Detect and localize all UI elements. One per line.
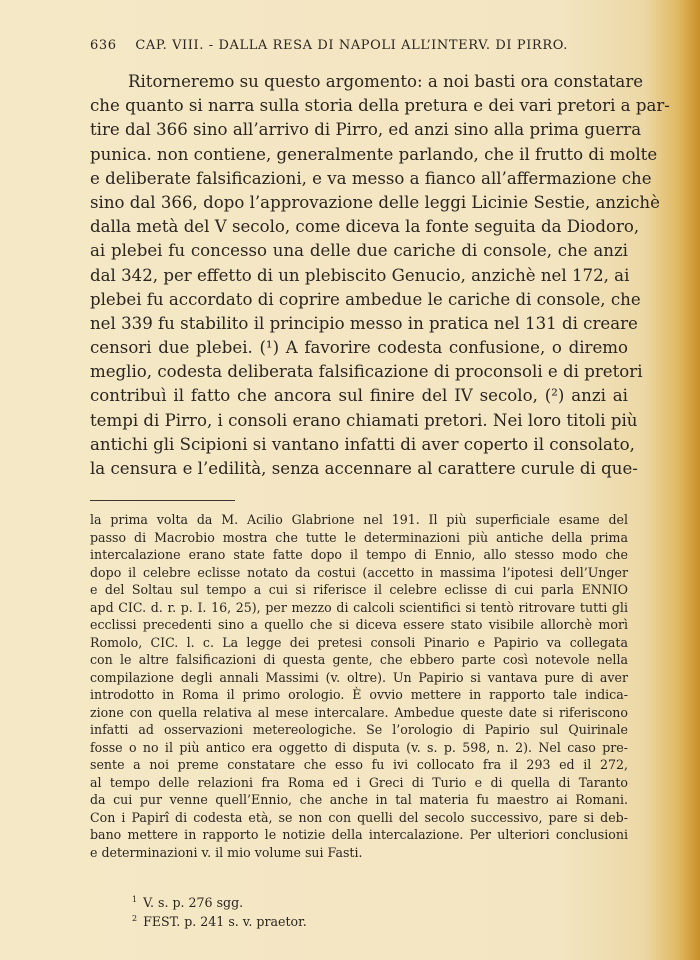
page-number: 636 bbox=[90, 38, 117, 53]
note-line: e del Soltau sul tempo a cui si riferisce il celebre eclisse di cui parla ENNIO bbox=[90, 582, 628, 597]
text-line: e deliberate falsificazioni, e va messo a fianco all’affermazione che bbox=[90, 168, 652, 188]
note-line: bano mettere in rapporto le notizie della intercalazione. Per ulteriori conclusioni bbox=[90, 827, 628, 842]
note-line: con le altre falsificazioni di questa gente, che ebbero parte così notevole nella bbox=[90, 652, 628, 667]
footnote-2-text: FEST. p. 241 s. v. praetor. bbox=[143, 914, 307, 929]
footnote-1 bbox=[132, 891, 243, 912]
note-line: al tempo delle relazioni fra Roma ed i Greci di Turio e di quella di Taranto bbox=[90, 774, 628, 790]
running-title: CAP. VIII. - DALLA RESA DI NAPOLI ALL’INTERV. DI PIRRO. bbox=[135, 38, 568, 53]
text-line: tire dal 366 sino all’arrivo di Pirro, ed anzi sino alla prima guerra bbox=[90, 120, 642, 140]
running-header bbox=[90, 38, 610, 53]
note-line: intercalazione erano state fatte dopo il tempo di Ennio, allo stesso modo che bbox=[90, 547, 628, 562]
text-line: sino dal 366, dopo l’approvazione delle leggi Licinie Sestie, anzichè bbox=[90, 192, 660, 212]
text-line: tempi di Pirro, i consoli erano chiamati pretori. Nei loro titoli più bbox=[90, 410, 638, 430]
text-line: censori due plebei. (¹) A favorire codesta confusione, o diremo bbox=[90, 338, 628, 358]
note-line: zione con quella relativa al mese intercalare. Ambedue queste date si riferiscono bbox=[90, 704, 628, 720]
note-line: fosse o no il più antico era oggetto di disputa (v. s. p. 598, n. 2). Nel caso pre- bbox=[90, 739, 628, 755]
footnote-2 bbox=[132, 910, 307, 931]
footnote-1-text: V. s. p. 276 sgg. bbox=[143, 895, 244, 910]
note-line: infatti ad osservazioni metereologiche. Se l’orologio di Papirio sul Quirinale bbox=[90, 722, 628, 737]
text-line: dalla metà del V secolo, come diceva la fonte seguita da Diodoro, bbox=[90, 217, 640, 237]
text-line: plebei fu accordato di coprire ambedue le cariche di console, che bbox=[90, 289, 641, 309]
note-line: ecclissi precedenti sino a quello che si diceva essere stato visibile allorchè morì bbox=[90, 617, 628, 632]
note-line: Con i Papirî di codesta età, se non con quelli del secolo successivo, pare si deb- bbox=[90, 809, 628, 825]
note-line: da cui pur venne quell’Ennio, che anche in tal materia fu maestro ai Romani. bbox=[90, 792, 628, 807]
note-line: Romolo, CIC. l. c. La legge dei pretesi consoli Pinario e Papirio va collegata bbox=[90, 634, 628, 650]
note-line: compilazione degli annali Massimi (v. oltre). Un Papirio si vantava pure di aver bbox=[90, 669, 628, 685]
note-line: apd CIC. d. r. p. I. 16, 25), per mezzo di calcoli scientifici si tentò ritrovare tutti gli bbox=[90, 599, 628, 615]
text-line: la censura e l’edilità, senza accennare al carattere curule di que- bbox=[90, 459, 638, 478]
text-line: dal 342, per effetto di un plebiscito Genucio, anzichè nel 172, ai bbox=[90, 265, 630, 285]
note-line: e determinazioni v. il mio volume sui Fasti. bbox=[90, 844, 363, 860]
text-line: ai plebei fu concesso una delle due cariche di console, che anzi bbox=[90, 241, 628, 261]
note-line: passo di Macrobio mostra che tutte le determinazioni più antiche della prima bbox=[90, 529, 628, 545]
main-text bbox=[90, 70, 670, 481]
note-line: introdotto in Roma il primo orologio. È ovvio mettere in rapporto tale indica- bbox=[90, 687, 628, 702]
text-line: che quanto si narra sulla storia della pretura e dei vari pretori a par- bbox=[90, 96, 670, 116]
text-line: antichi gli Scipioni si vantano infatti di aver coperto il consolato, bbox=[90, 434, 635, 454]
footnote-1-mark: 1 bbox=[132, 895, 138, 904]
note-line: sente a noi preme constatare che esso fu ivi collocato fra il 293 ed il 272, bbox=[90, 757, 628, 772]
note-line: la prima volta da M. Acilio Glabrione nel 191. Il più superficiale esame del bbox=[90, 512, 628, 527]
text-line: punica. non contiene, generalmente parlando, che il frutto di molte bbox=[90, 144, 658, 164]
note-line: dopo il celebre eclisse notato da costui (accetto in massima l’ipotesi dell’Unger bbox=[90, 564, 628, 580]
text-line: Ritorneremo su questo argomento: a noi basti ora constatare bbox=[128, 72, 644, 91]
footnote-rule bbox=[90, 500, 235, 501]
text-line: contribuì il fatto che ancora sul finire del IV secolo, (²) anzi ai bbox=[90, 386, 628, 406]
footnote-2-mark: 2 bbox=[132, 914, 138, 923]
continued-footnote-text bbox=[90, 511, 628, 861]
text-line: nel 339 fu stabilito il principio messo in pratica nel 131 di creare bbox=[90, 313, 638, 333]
text-line: meglio, codesta deliberata falsificazione di proconsoli e di pretori bbox=[90, 362, 643, 382]
